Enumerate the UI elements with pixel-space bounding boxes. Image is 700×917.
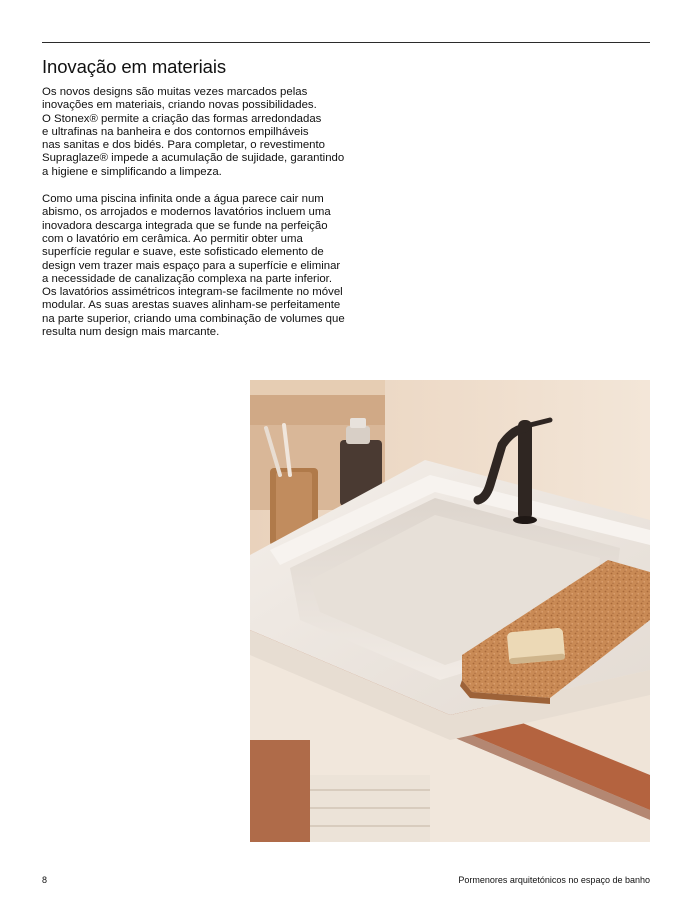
page-number: 8: [42, 875, 48, 885]
footer-section-title: Pormenores arquitetónicos no espaço de banho: [458, 875, 650, 885]
top-divider: [42, 42, 650, 43]
paragraph-2: Como uma piscina infinita onde a água parece cair num abismo, os arrojados e modernos lavatórios incluem uma inovadora descarga integrada que se funde na perfeição com o lavatório em cerâmica. Ao permitir obter uma superfície regular e suave, este sofisticado elemento de design vem trazer mais espaço para a superfície e eliminar a necessidade de canalização complexa na parte inferior. Os lavatórios assimétricos integram-se facilmente no móvel modular. As suas arestas suaves alinham-se perfeitamente na parte superior, criando uma combinação de volumes que resulta num design mais marcante.: [42, 193, 345, 339]
body-text: [42, 86, 362, 353]
page-title: Inovação em materiais: [42, 56, 227, 77]
washbasin-photo: [250, 380, 650, 842]
paragraph-1: Os novos designs são muitas vezes marcados pelas inovações em materiais, criando novas possibilidades. O Stonex® permite a criação das formas arredondadas e ultrafinas na banheira e dos contornos empilháveis nas sanitas e dos bidés. Para completar, o revestimento Supraglaze® impede a acumulação de sujidade, garantindo a higiene e simplificando a limpeza.: [42, 86, 345, 178]
